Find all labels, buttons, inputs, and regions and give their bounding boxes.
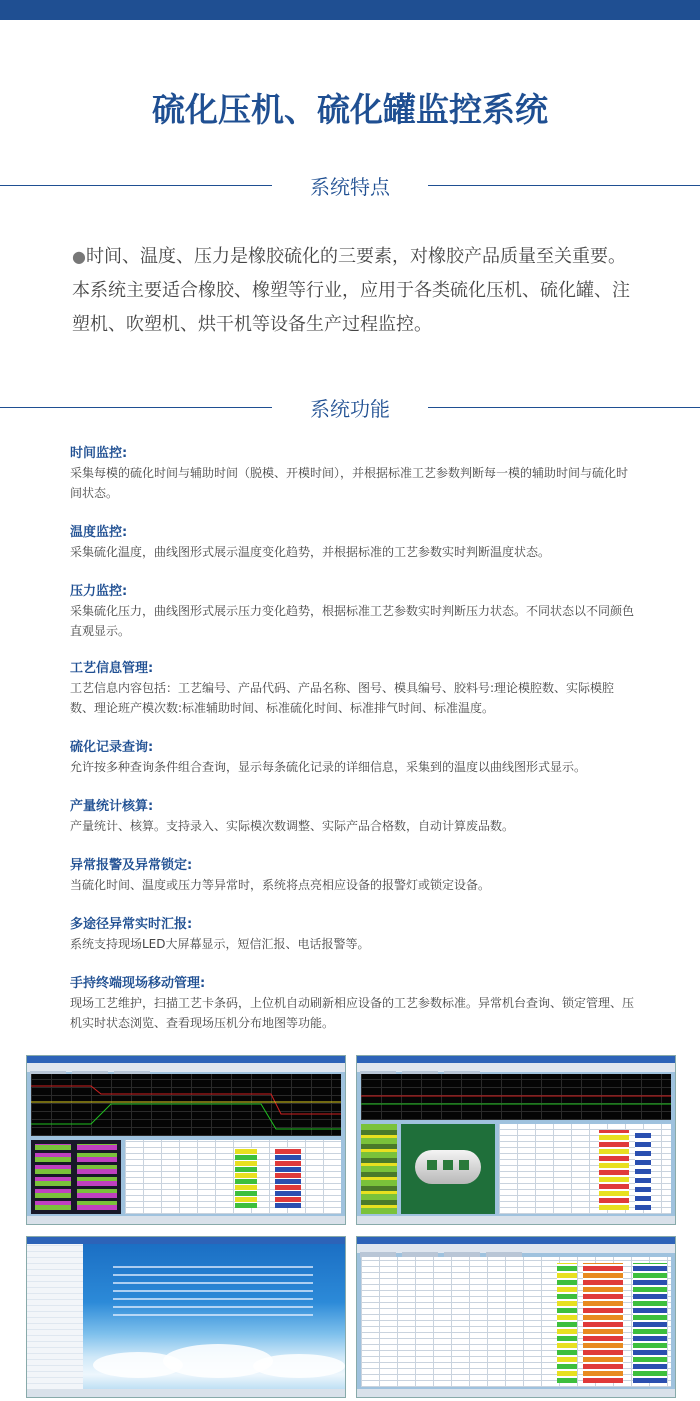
curve-chart-area <box>31 1074 341 1136</box>
function-title: 工艺信息管理: <box>70 661 154 676</box>
function-record-query <box>70 739 636 777</box>
function-desc: 允许按多种查询条件组合查询，显示每条硫化记录的详细信息，采集到的温度以曲线图形式显示。 <box>70 760 587 774</box>
curve-lines <box>361 1074 671 1120</box>
screenshot-main-menu <box>26 1236 346 1398</box>
window-statusbar <box>27 1389 345 1397</box>
process-table <box>361 1257 671 1387</box>
divider-line-right <box>428 407 700 408</box>
section-title-functions: 系统功能 <box>310 397 390 421</box>
intro-paragraph <box>72 240 632 342</box>
window-titlebar <box>357 1056 675 1063</box>
function-output-stats <box>70 798 636 836</box>
function-desc: 采集每模的硫化时间与辅助时间（脱模、开模时间），并根据标准工艺参数判断每一模的辅助时间与硫化时间状态。 <box>70 466 629 500</box>
divider-line-right <box>428 185 700 186</box>
function-handheld-mobile <box>70 975 636 1033</box>
menu-background <box>83 1244 345 1389</box>
navigation-tree <box>27 1244 83 1389</box>
window-titlebar <box>27 1056 345 1063</box>
function-desc: 现场工艺维护，扫描工艺卡条码，上位机自动刷新相应设备的工艺参数标准。异常机台查询、锁定管理、压机实时状态浏览、查看现场压机分布地图等功能。 <box>70 996 635 1030</box>
function-pressure <box>70 583 636 641</box>
process-table <box>499 1124 671 1214</box>
screenshot-equipment-view <box>356 1055 676 1225</box>
function-desc: 当硫化时间、温度或压力等异常时，系统将点亮相应设备的报警灯或锁定设备。 <box>70 878 491 892</box>
function-title: 温度监控: <box>70 525 128 540</box>
section-header-features <box>0 165 700 205</box>
function-title: 时间监控: <box>70 446 128 461</box>
machine-list <box>361 1124 397 1214</box>
page-title: 硫化压机、硫化罐监控系统 <box>152 90 548 129</box>
function-title: 产量统计核算: <box>70 799 154 814</box>
function-desc: 系统支持现场LED大屏幕显示，短信汇报、电话报警等。 <box>70 937 370 951</box>
function-alarm-lock <box>70 857 636 895</box>
function-title: 硫化记录查询: <box>70 740 154 755</box>
function-desc: 工艺信息内容包括：工艺编号、产品代码、产品名称、图号、模具编号、胶料号:理论模腔数、实际模腔数、理论班产模次数:标准辅助时间、标准硫化时间、标准排气时间、标准温度。 <box>70 681 615 715</box>
curve-chart-area <box>361 1074 671 1120</box>
section-header-functions <box>0 387 700 427</box>
function-title: 异常报警及异常锁定: <box>70 858 193 873</box>
function-process-info <box>70 660 636 718</box>
window-statusbar <box>27 1216 345 1224</box>
top-banner-bar <box>0 0 700 20</box>
function-realtime-report <box>70 916 636 954</box>
tank-diagram <box>401 1124 495 1214</box>
function-time <box>70 445 636 503</box>
window-titlebar <box>357 1237 675 1244</box>
function-desc: 采集硫化压力，曲线图形式展示压力变化趋势，根据标准工艺参数实时判断压力状态。不同状态以不同颜色直观显示。 <box>70 604 635 638</box>
screenshot-curve-monitor <box>26 1055 346 1225</box>
intro-text: 时间、温度、压力是橡胶硫化的三要素，对橡胶产品质量至关重要。本系统主要适合橡胶、橡塑等行业，应用于各类硫化压机、硫化罐、注塑机、吹塑机、烘干机等设备生产过程监控。 <box>72 246 630 335</box>
window-toolbar <box>27 1063 345 1072</box>
window-statusbar <box>357 1216 675 1224</box>
function-desc: 产量统计、核算。支持录入、实际模次数调整、实际产品合格数，自动计算废品数。 <box>70 819 515 833</box>
function-title: 手持终端现场移动管理: <box>70 976 206 991</box>
function-title: 多途径异常实时汇报: <box>70 917 193 932</box>
process-table <box>125 1140 341 1214</box>
status-panel <box>31 1140 121 1214</box>
window-toolbar <box>357 1244 675 1253</box>
screenshot-data-table <box>356 1236 676 1398</box>
curve-lines <box>31 1074 341 1136</box>
function-title: 压力监控: <box>70 584 128 599</box>
window-titlebar <box>27 1237 345 1244</box>
function-temperature <box>70 524 636 562</box>
function-desc: 采集硫化温度，曲线图形式展示温度变化趋势，并根据标准的工艺参数实时判断温度状态。 <box>70 545 551 559</box>
window-statusbar <box>357 1389 675 1397</box>
bullet-dot-icon: ● <box>72 247 86 266</box>
window-toolbar <box>357 1063 675 1072</box>
section-title-features: 系统特点 <box>310 175 390 199</box>
